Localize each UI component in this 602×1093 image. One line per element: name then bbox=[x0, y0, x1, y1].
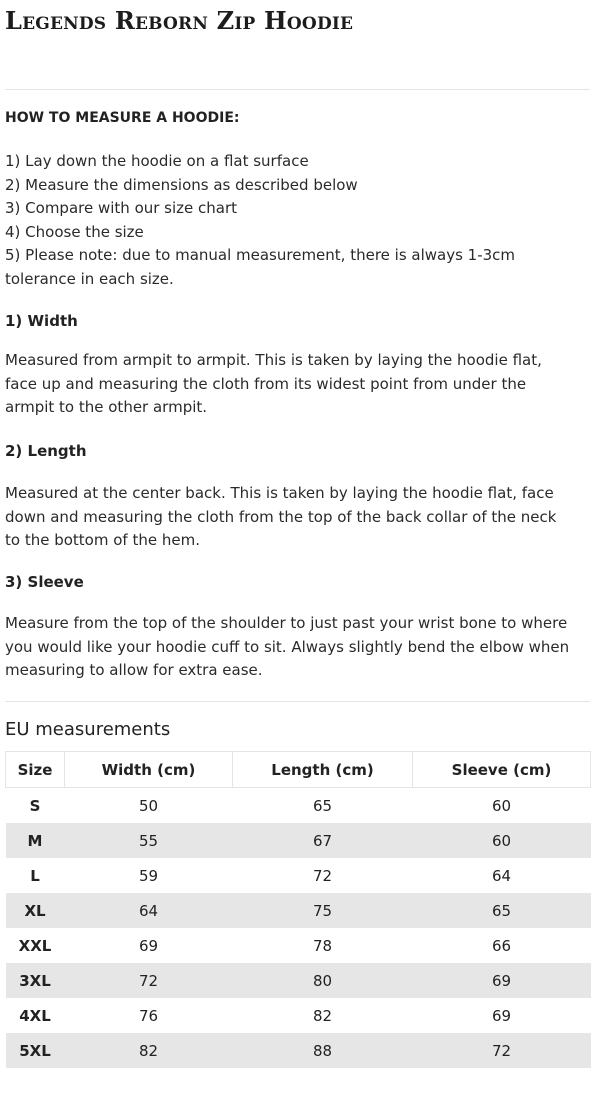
table-row bbox=[6, 1033, 591, 1068]
measure-steps bbox=[5, 150, 590, 292]
width-cell: 76 bbox=[138, 1006, 159, 1025]
text-line: face up and measuring the cloth from its widest point from under the bbox=[5, 374, 527, 393]
text-line: Measure from the top of the shoulder to just past your wrist bone to where bbox=[5, 614, 568, 632]
length-heading: 2) Length bbox=[5, 442, 87, 460]
text-line: armpit to the other armpit. bbox=[5, 398, 208, 417]
width-cell: 82 bbox=[65, 1033, 233, 1068]
width-cell: 59 bbox=[138, 866, 159, 885]
length-cell: 80 bbox=[233, 963, 413, 998]
text-line: you would like your hoodie cuff to sit. Always slightly bend the elbow when bbox=[5, 637, 570, 656]
sleeve-cell: 72 bbox=[413, 1033, 591, 1068]
length-cell: 88 bbox=[233, 1033, 413, 1068]
sleeve-description bbox=[5, 612, 595, 683]
width-description bbox=[5, 349, 595, 420]
length-description bbox=[5, 482, 595, 553]
table-header-row bbox=[6, 752, 591, 788]
size-chart-table bbox=[5, 751, 591, 1068]
size-cell: XXL bbox=[18, 936, 52, 955]
text-line: Measured at the center back. This is taken by laying the hoodie flat, face bbox=[5, 484, 554, 502]
table-row bbox=[6, 963, 591, 998]
width-heading: 1) Width bbox=[5, 312, 78, 330]
column-header: Size bbox=[6, 752, 65, 788]
divider bbox=[5, 89, 590, 90]
length-cell: 65 bbox=[312, 796, 333, 815]
table-caption: EU measurements bbox=[5, 719, 171, 740]
sleeve-cell: 65 bbox=[413, 893, 591, 928]
size-cell: 4XL bbox=[19, 1006, 51, 1025]
size-cell: S bbox=[29, 796, 41, 815]
step-line: 5) Please note: due to manual measurement, there is always 1-3cm bbox=[5, 246, 516, 265]
width-cell: 69 bbox=[138, 936, 159, 955]
sleeve-cell: 60 bbox=[491, 796, 512, 815]
how-to-measure-heading: HOW TO MEASURE A HOODIE: bbox=[5, 110, 240, 126]
width-cell: 55 bbox=[65, 823, 233, 858]
step-line: tolerance in each size. bbox=[5, 269, 174, 288]
table-row bbox=[6, 858, 591, 893]
text-line: Measured from armpit to armpit. This is taken by laying the hoodie flat, bbox=[5, 351, 542, 369]
size-cell: 5XL bbox=[6, 1033, 65, 1068]
sleeve-cell: 66 bbox=[491, 936, 512, 955]
step-line: 2) Measure the dimensions as described below bbox=[5, 175, 358, 194]
sleeve-cell: 64 bbox=[491, 866, 512, 885]
table-row bbox=[6, 788, 591, 824]
step-line: 1) Lay down the hoodie on a flat surface bbox=[5, 152, 309, 170]
width-cell: 64 bbox=[65, 893, 233, 928]
text-line: to the bottom of the hem. bbox=[5, 531, 200, 550]
table-row bbox=[6, 928, 591, 963]
column-header: Length (cm) bbox=[233, 752, 413, 788]
text-line: down and measuring the cloth from the top of the back collar of the neck bbox=[5, 507, 557, 526]
table-row bbox=[6, 893, 591, 928]
product-title: Legends Reborn Zip Hoodie bbox=[5, 6, 354, 35]
length-cell: 78 bbox=[312, 936, 333, 955]
length-cell: 82 bbox=[312, 1006, 333, 1025]
sleeve-cell: 60 bbox=[413, 823, 591, 858]
size-cell: L bbox=[30, 866, 40, 885]
length-cell: 75 bbox=[233, 893, 413, 928]
size-cell: 3XL bbox=[6, 963, 65, 998]
table-row bbox=[6, 823, 591, 858]
sleeve-cell: 69 bbox=[491, 1006, 512, 1025]
column-header: Width (cm) bbox=[65, 752, 233, 788]
step-line: 4) Choose the size bbox=[5, 222, 144, 241]
table-row bbox=[6, 998, 591, 1033]
sleeve-heading: 3) Sleeve bbox=[5, 573, 84, 591]
length-cell: 72 bbox=[312, 866, 333, 885]
length-cell: 67 bbox=[233, 823, 413, 858]
column-header: Sleeve (cm) bbox=[413, 752, 591, 788]
divider bbox=[5, 701, 590, 702]
step-line: 3) Compare with our size chart bbox=[5, 199, 238, 218]
size-cell: M bbox=[6, 823, 65, 858]
text-line: measuring to allow for extra ease. bbox=[5, 661, 263, 680]
size-cell: XL bbox=[6, 893, 65, 928]
width-cell: 72 bbox=[65, 963, 233, 998]
sleeve-cell: 69 bbox=[413, 963, 591, 998]
width-cell: 50 bbox=[138, 796, 159, 815]
